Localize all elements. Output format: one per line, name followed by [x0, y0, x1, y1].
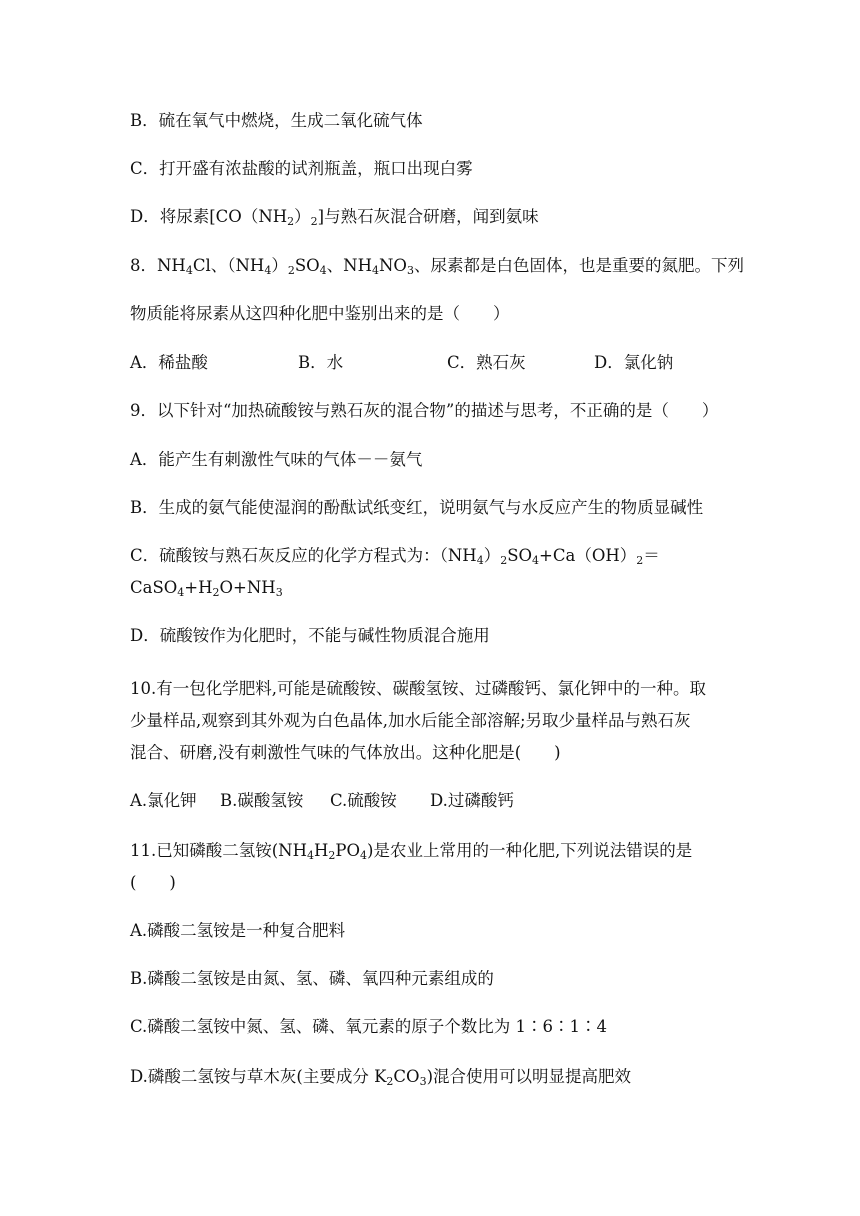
- text-line-q9a: A．能产生有刺激性气味的气体－－氨气: [130, 450, 423, 469]
- q10-option-c: C.硫酸铵: [330, 791, 397, 810]
- text-line-q7b: B．硫在氧气中燃烧，生成二氧化硫气体: [130, 111, 423, 130]
- text-line-q10c: 混合、研磨,没有刺激性气味的气体放出。这种化肥是( ): [130, 743, 561, 762]
- q8-option-c: C．熟石灰: [447, 353, 526, 372]
- text-line-q9c2: $CaSO_4+H_2O+NH_3$: [130, 578, 283, 599]
- text-line-q11o3: C.磷酸二氢铵中氮、氢、磷、氧元素的原子个数比为 1∶6∶1∶4: [130, 1017, 608, 1036]
- text-line-q9c1: C．硫酸铵与熟石灰反应的化学方程式为：$(NH_4)_2SO_4+Ca(OH)_2=$: [130, 546, 660, 567]
- q8-option-d: D．氯化钠: [594, 353, 674, 372]
- text-line-q11a: 11.已知磷酸二氢铵$(NH_4H_2PO_4)$是农业上常用的一种化肥,下列说法错误的是: [130, 841, 693, 862]
- text-line-q11o1: A.磷酸二氢铵是一种复合肥料: [130, 921, 346, 940]
- text-line-q11o4: D.磷酸二氢铵与草木灰(主要成分 $K_2CO_3$)混合使用可以明显提高肥效: [130, 1067, 631, 1088]
- q8-option-a: A．稀盐酸: [130, 353, 208, 372]
- q8-option-b: B．水: [298, 353, 344, 372]
- text-line-q9: 9．以下针对“加热硫酸铵与熟石灰的混合物”的描述与思考，不正确的是（ ）: [130, 401, 719, 420]
- q10-option-d: D.过磷酸钙: [430, 791, 514, 810]
- text-line-q9d: D．硫酸铵作为化肥时，不能与碱性物质混合施用: [130, 626, 490, 645]
- text-line-q7d: D．将尿素$[CO(NH_2)_2]$与熟石灰混合研磨，闻到氨味: [130, 207, 539, 228]
- text-line-q7c: C．打开盛有浓盐酸的试剂瓶盖，瓶口出现白雾: [130, 159, 473, 178]
- text-line-q10a: 10.有一包化学肥料,可能是硫酸铵、碳酸氢铵、过磷酸钙、氯化钾中的一种。取: [130, 679, 706, 698]
- text-line-q8a: 8．$NH_4Cl$、$(NH_4)_2SO_4$、$NH_4NO_3$、尿素都是白色固体，也是重要的氮肥。下列: [130, 256, 744, 277]
- text-line-q11o2: B.磷酸二氢铵是由氮、氢、磷、氧四种元素组成的: [130, 969, 494, 988]
- q10-option-b: B.碳酸氢铵: [220, 791, 304, 810]
- q10-option-a: A.氯化钾: [130, 791, 197, 810]
- text-line-q10b: 少量样品,观察到其外观为白色晶体,加水后能全部溶解;另取少量样品与熟石灰: [130, 711, 691, 730]
- text-line-q9b: B．生成的氨气能使湿润的酚酞试纸变红，说明氨气与水反应产生的物质显碱性: [130, 498, 704, 517]
- text-line-q11b: ( ): [130, 873, 176, 892]
- text-line-q8b: 物质能将尿素从这四种化肥中鉴别出来的是（ ）: [130, 304, 510, 323]
